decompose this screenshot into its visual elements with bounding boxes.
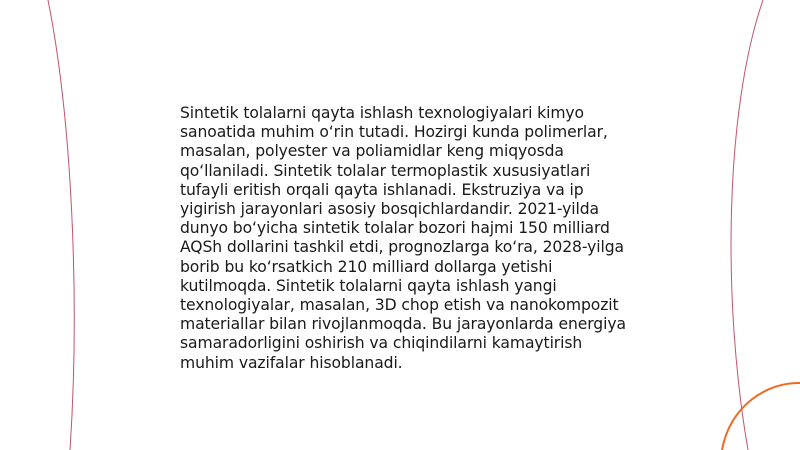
body-paragraph: Sintetik tolalarni qayta ishlash texnologiyalari kimyo sanoatida muhim o‘rin tutadi. Hozirgi kunda polimerlar, masalan, polyester va poliamidlar keng miqyosda qo‘llaniladi. Sintetik tolalar termoplastik xususiyatlari tufayli eritish orqali qayta ishlanadi. Ekstruziya va ip yigirish jarayonlari asosiy bosqichlardandir. 2021-yilda dunyo bo‘yicha sintetik tolalar bozori hajmi 150 milliard AQSh dollarini tashkil etdi, prognozlarga ko‘ra, 2028-yilga borib bu ko‘rsatkich 210 milliard dollarga yetishi kutilmoqda. Sintetik tolalarni qayta ishlash yangi texnologiyalar, masalan, 3D chop etish va nanokompozit materiallar bilan rivojlanmoqda. Bu jarayonlarda energiya samaradorligini oshirish va chiqindilarni kamaytirish muhim vazifalar hisoblanadi. [180, 104, 626, 372]
orange-circle-arc [722, 383, 800, 450]
left-curve-line [48, 0, 74, 450]
right-curve-line [731, 0, 763, 450]
